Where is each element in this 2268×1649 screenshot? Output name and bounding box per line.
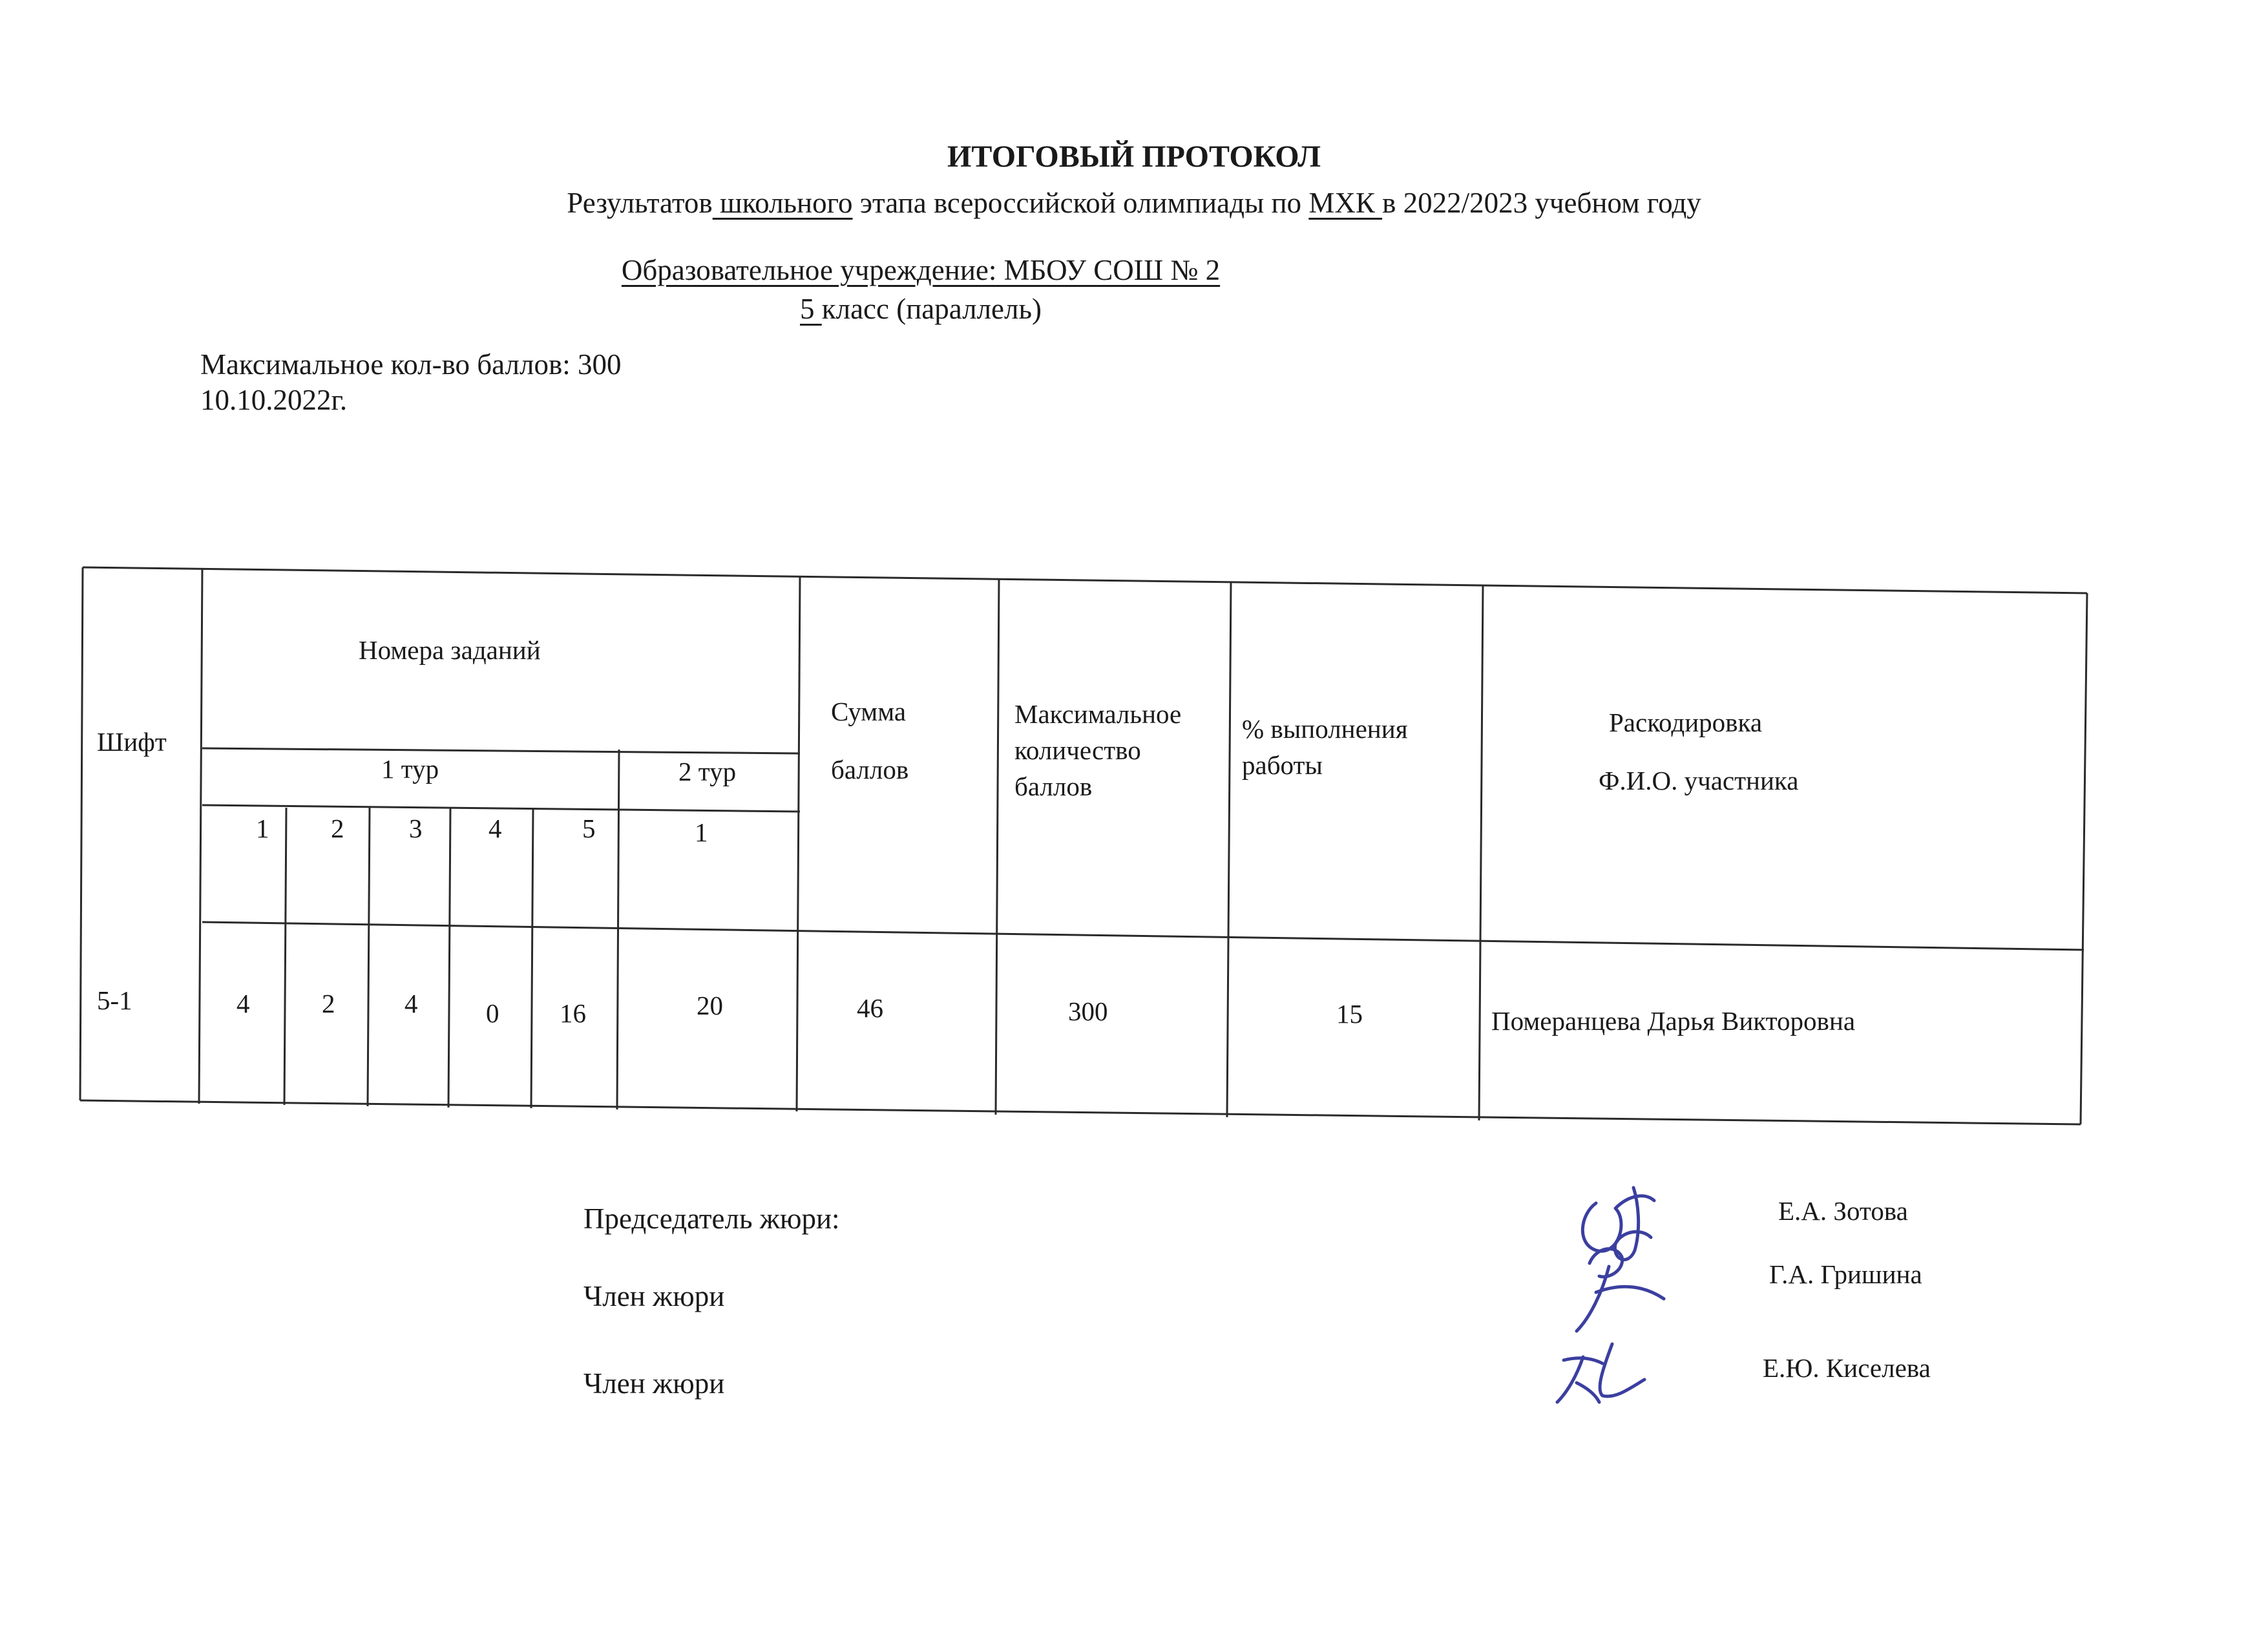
row-score: 0 [486, 998, 499, 1028]
task-number: 5 [582, 814, 596, 843]
row-score: 2 [322, 989, 335, 1018]
row-percent: 15 [1336, 999, 1363, 1029]
jury-chair-label: Председатель жюри: [583, 1203, 840, 1235]
header-tour-1: 1 тур [381, 754, 439, 784]
subtitle-part-2: этапа всероссийской олимпиады по [852, 187, 1309, 219]
subtitle-stage: школьного [712, 187, 853, 219]
header-decode-line-1: Раскодировка [1609, 708, 1763, 737]
row-score: 4 [404, 989, 418, 1018]
row-code: 5-1 [97, 985, 132, 1015]
grade-text: класс (параллель) [821, 293, 1042, 325]
subtitle-part-3: в 2022/2023 учебном году [1382, 187, 1701, 219]
jury-chair-name: Е.А. Зотова [1778, 1196, 1908, 1226]
subtitle-subject: МХК [1308, 187, 1383, 219]
header-sum-line-2: баллов [831, 755, 909, 784]
school-line: Образовательное учреждение: МБОУ СОШ № 2 [621, 254, 1221, 286]
jury-member-2-name: Е.Ю. Киселева [1763, 1353, 1931, 1383]
jury-member-2-label: Член жюри [583, 1367, 725, 1400]
header-tour-2: 2 тур [678, 757, 737, 786]
task-number: 1 [695, 817, 708, 847]
row-max: 300 [1068, 996, 1108, 1026]
subtitle-part-1: Результатов [567, 187, 713, 219]
row-sum: 46 [857, 993, 883, 1023]
jury-member-label: Член жюри [583, 1280, 725, 1312]
document-title: ИТОГОВЫЙ ПРОТОКОЛ [947, 140, 1321, 174]
jury-member-name: Г.А. Гришина [1769, 1259, 1922, 1289]
task-number: 4 [488, 814, 502, 843]
header-max-line-1: Максимальное [1014, 699, 1182, 729]
task-number: 2 [331, 814, 344, 843]
max-points: Максимальное кол-во баллов: 300 [200, 348, 622, 381]
protocol-date: 10.10.2022г. [200, 384, 348, 416]
header-max-line-2: количество [1014, 735, 1141, 765]
task-number: 3 [409, 814, 423, 843]
row-participant-name: Померанцева Дарья Викторовна [1491, 1006, 1856, 1036]
row-score: 16 [560, 998, 586, 1028]
header-max-line-3: баллов [1014, 772, 1093, 801]
header-sum-line-1: Сумма [831, 697, 907, 726]
header-code: Шифт [97, 727, 167, 757]
header-task-numbers: Номера заданий [359, 635, 541, 665]
header-decode-line-2: Ф.И.О. участника [1599, 766, 1799, 795]
header-percent-line-2: работы [1242, 750, 1323, 780]
row-score: 20 [697, 991, 723, 1020]
task-number: 1 [256, 814, 269, 843]
row-score: 4 [236, 989, 250, 1018]
header-percent-line-1: % выполнения [1242, 714, 1408, 744]
grade-number: 5 [800, 293, 822, 325]
